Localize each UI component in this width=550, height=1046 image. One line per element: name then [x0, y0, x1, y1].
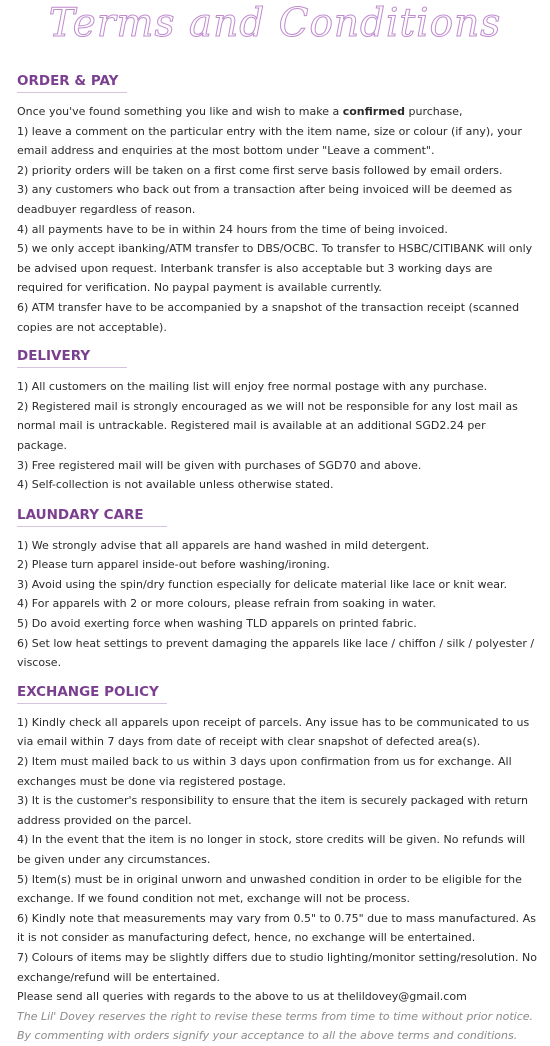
delivery-section: [17, 345, 539, 495]
order-pay-item: 5) we only accept ibanking/ATM transfer to DBS/OCBC. To transfer to HSBC/CITIBANK will only be advised upon request. Interbank transfer is also acceptable but 3 working days are required for verification. No paypal payment is available currently.: [17, 242, 533, 295]
order-pay-intro-after: purchase,: [405, 105, 463, 118]
delivery-heading: DELIVERY: [17, 345, 127, 368]
order-pay-section: [17, 70, 539, 337]
laundary-care-item: 2) Please turn apparel inside-out before washing/ironing.: [17, 558, 330, 572]
delivery-item: 2) Registered mail is strongly encouraged as we will not be responsible for any lost mail as normal mail is untrackable. Registered mail is available at an additional SGD2.24 per package.: [17, 399, 518, 452]
delivery-item: 1) All customers on the mailing list will enjoy free normal postage with any purchase.: [17, 380, 488, 394]
order-pay-intro-bold: confirmed: [342, 105, 405, 118]
terms-content: [17, 70, 539, 1046]
exchange-policy-item: 6) Kindly note that measurements may vary from 0.5" to 0.75" due to mass manufactured. As it is not consider as manufacturing defect, hence, no exchange will be entertained.: [17, 911, 536, 945]
laundary-care-item: 5) Do avoid exerting force when washing TLD apparels on printed fabric.: [17, 617, 417, 631]
exchange-policy-item: 4) In the event that the item is no longer in stock, store credits will be given. No refunds will be given under any circumstances.: [17, 833, 526, 866]
exchange-policy-item: 7) Colours of items may be slightly differs due to studio lighting/monitor setting/resolution. No exchange/refund will be entertained.: [17, 950, 537, 984]
laundary-care-item: 6) Set low heat settings to prevent damaging the apparels like lace / chiffon / silk / polyester / viscose.: [17, 636, 535, 670]
laundary-care-section: [17, 504, 539, 673]
exchange-policy-item: 1) Kindly check all apparels upon receipt of parcels. Any issue has to be communicated to us via email within 7 days from date of receipt with clear snapshot of defected area(s).: [17, 715, 530, 749]
delivery-item: 3) Free registered mail will be given with purchases of SGD70 and above.: [17, 458, 422, 472]
order-pay-item: 2) priority orders will be taken on a first come first serve basis followed by email orders.: [17, 163, 503, 177]
order-pay-item: 3) any customers who back out from a transaction after being invoiced will be deemed as deadbuyer regardless of reason.: [17, 183, 513, 216]
page-title: Terms and Conditions: [48, 1, 502, 46]
order-pay-heading: ORDER & PAY: [17, 70, 127, 93]
laundary-care-item: 1) We strongly advise that all apparels are hand washed in mild detergent.: [17, 538, 430, 552]
disclaimer-line: The Lil' Dovey reserves the right to revise these terms from time to time without prior notice.: [17, 1009, 534, 1023]
order-pay-intro-before: Once you've found something you like and wish to make a: [17, 105, 343, 118]
laundary-care-heading: LAUNDARY CARE: [17, 504, 167, 527]
exchange-policy-item: 5) Item(s) must be in original unworn and unwashed condition in order to be eligible for the exchange. If we found condition not met, exchange will not be process.: [17, 872, 522, 906]
order-pay-item: 1) leave a comment on the particular entry with the item name, size or colour (if any), your email address and enquiries at the most bottom under "Leave a comment".: [17, 124, 522, 158]
exchange-policy-item: 3) It is the customer's responsibility to ensure that the item is securely packaged with return address provided on the parcel.: [17, 794, 529, 827]
order-pay-item: 6) ATM transfer have to be accompanied by a snapshot of the transaction receipt (scanned copies are not acceptable).: [17, 300, 520, 334]
exchange-policy-heading: EXCHANGE POLICY: [17, 681, 167, 704]
disclaimer-line: By commenting with orders signify your acceptance to all the above terms and conditions.: [17, 1029, 518, 1043]
order-pay-intro: [17, 102, 539, 122]
order-pay-item: 4) all payments have to be in within 24 hours from the time of being invoiced.: [17, 222, 448, 236]
laundary-care-item: 4) For apparels with 2 or more colours, please refrain from soaking in water.: [17, 597, 436, 611]
contact-line: Please send all queries with regards to the above to us at thelildovey@gmail.com: [17, 990, 467, 1004]
exchange-policy-item: 2) Item must mailed back to us within 3 days upon confirmation from us for exchange. All exchanges must be done via registered postage.: [17, 755, 512, 788]
laundary-care-item: 3) Avoid using the spin/dry function especially for delicate material like lace or knit wear.: [17, 577, 507, 591]
exchange-policy-section: [17, 681, 539, 1007]
delivery-item: 4) Self-collection is not available unless otherwise stated.: [17, 478, 334, 492]
